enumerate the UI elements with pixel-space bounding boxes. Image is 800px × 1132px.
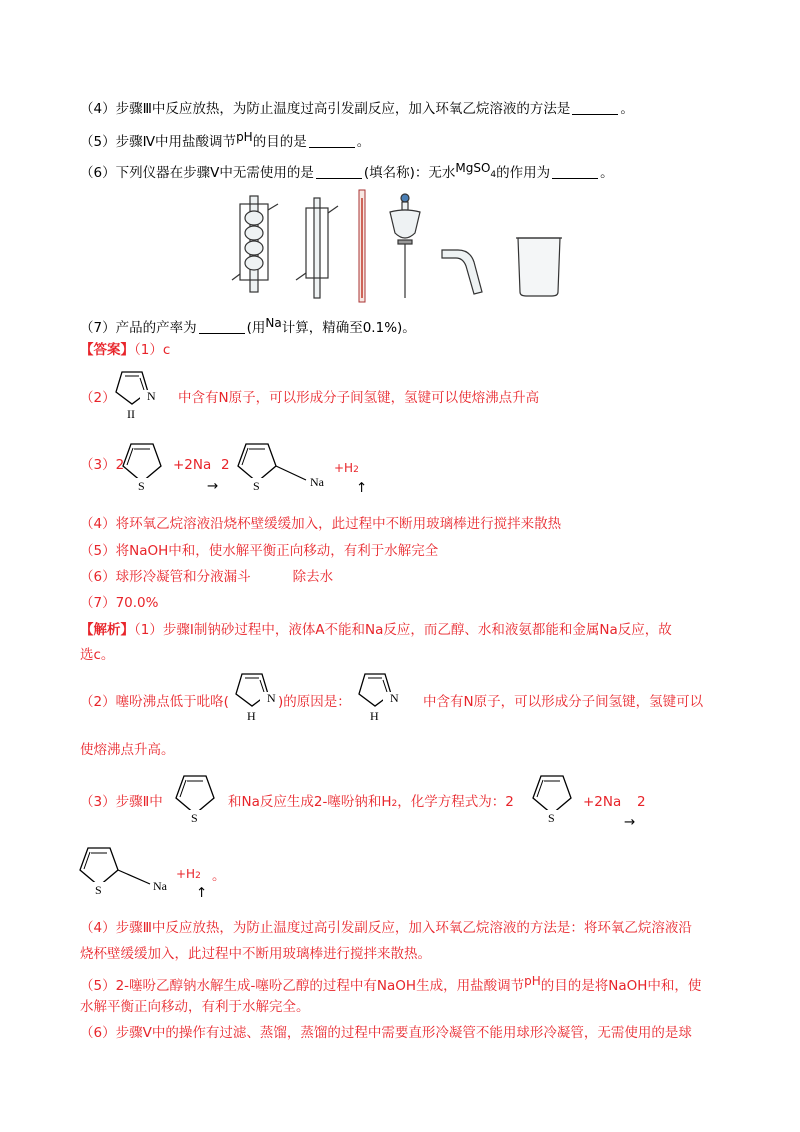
analysis-5b: 的目的是将NaOH中和，使	[540, 978, 702, 994]
q7-text: （7）产品的产率为	[80, 320, 197, 336]
answer-7: （7）70.0%	[80, 595, 159, 611]
analysis-3-uparrow: ↑	[196, 885, 208, 901]
q6-text: （6）下列仪器在步骤Ⅴ中无需使用的是	[80, 165, 314, 181]
thiophene-structure-icon	[113, 438, 173, 494]
thienyl-sodium-structure-icon-2	[70, 842, 190, 898]
analysis-2d: 使熔沸点升高。	[80, 742, 175, 758]
beaker-icon	[516, 238, 562, 296]
pyrrole-structure-icon	[102, 366, 158, 422]
q5-text: （5）步骤Ⅳ中用盐酸调节	[80, 134, 237, 150]
analysis-3-hsub: 2	[195, 871, 201, 881]
answer-6	[80, 567, 333, 587]
separatory-funnel-icon	[390, 194, 420, 298]
question-5	[80, 127, 370, 152]
q7-blank	[199, 319, 245, 334]
thienyl-s: S	[253, 479, 260, 493]
answer-5: （5）将NaOH中和，使水解平衡正向移动，有利于水解完全	[80, 543, 439, 559]
thermometer-icon	[359, 190, 365, 302]
q7-suffix: 计算，精确至0.1%)。	[281, 320, 416, 336]
answer-1-text: （1）c	[134, 342, 171, 358]
q4-blank	[572, 100, 618, 115]
q5-end: 。	[356, 134, 371, 150]
q6-mid: (填名称)：无水	[363, 165, 456, 181]
thienyl-2-s: S	[95, 883, 102, 897]
answer-3-h: +H	[334, 461, 354, 475]
answer-3-uparrow: ↑	[356, 480, 368, 496]
q6-blank-2	[552, 164, 598, 179]
analysis-3-arrow: →	[624, 814, 636, 830]
q5-ph: pH	[236, 130, 253, 144]
q7-mid: (用	[246, 320, 266, 336]
q6-suffix: 的作用为	[496, 165, 551, 181]
pyrrole-h: II	[127, 407, 135, 421]
answer-3-arrow: →	[207, 478, 219, 494]
thiophene-structure-icon-2	[166, 768, 226, 828]
straight-condenser-icon	[296, 198, 338, 298]
analysis-1a-text: （1）步骤Ⅰ制钠砂过程中，液体A不能和Na反应，而乙醇、水和液氨都能和金属Na反应，故	[134, 622, 672, 638]
analysis-2c: 中含有N原子，可以形成分子间氢键，氢键可以	[423, 694, 704, 710]
answer-3-h2sub: 2	[353, 465, 359, 475]
q5-blank	[309, 133, 355, 148]
answer-3-plus: +2Na	[173, 457, 212, 473]
analysis-3a: （3）步骤Ⅱ中	[80, 794, 163, 810]
analysis-5-ph: pH	[524, 974, 541, 988]
analysis-1b: 选c。	[80, 647, 115, 663]
analysis-6a: （6）步骤Ⅴ中的操作有过滤、蒸馏，蒸馏的过程中需要直形冷凝管不能用球形冷凝管，无需使用的是球	[80, 1025, 692, 1041]
thienyl-sodium-structure-icon	[228, 438, 338, 494]
pyrrole-2-n: N	[267, 691, 276, 705]
analysis-4a: （4）步骤Ⅲ中反应放热，为防止温度过高引发副反应，加入环氧乙烷溶液的方法是：将环氧乙烷溶液沿	[80, 920, 692, 936]
thienyl-na: Na	[310, 475, 324, 489]
answer-6-b: 除去水	[292, 569, 334, 585]
bent-tube-icon	[442, 250, 482, 294]
thiophene-s: S	[138, 479, 145, 493]
analysis-3-plus: +2Na	[583, 794, 622, 810]
answer-2-prefix: （2）	[80, 390, 116, 406]
answer-3-h2	[334, 458, 359, 480]
analysis-3c: ，化学方程式为：2	[397, 794, 514, 810]
analysis-3-h: +H	[176, 867, 196, 881]
analysis-1a	[80, 620, 672, 640]
thiophene-structure-icon-3	[523, 768, 583, 828]
q6-blank-1	[316, 164, 362, 179]
q4-suffix: 。	[620, 101, 634, 117]
answer-3-two: 2	[221, 457, 230, 473]
answer-4: （4）将环氧乙烷溶液沿烧杯壁缓缓加入，此过程中不断用玻璃棒进行搅拌来散热	[80, 516, 562, 532]
pyrrole-structure-icon-2	[222, 668, 278, 724]
bulb-condenser-icon	[232, 196, 278, 292]
thienyl-2-na: Na	[153, 879, 167, 893]
q7-na: Na	[265, 316, 282, 330]
question-7	[80, 313, 416, 338]
analysis-3b-sub: 2	[391, 799, 398, 809]
answer-2-text: 中含有N原子，可以形成分子间氢键，氢键可以使熔沸点升高	[178, 390, 540, 406]
pyrrole-structure-icon-3	[345, 668, 401, 724]
thiophene-2-s: S	[191, 811, 198, 825]
pyrrole-n: N	[147, 389, 156, 403]
analysis-5a	[80, 971, 701, 996]
analysis-label: 【解析】	[80, 622, 134, 638]
q6-mgso4: MgSO	[455, 161, 491, 175]
question-6	[80, 158, 614, 185]
analysis-2b: )的原因是：	[278, 694, 351, 710]
answer-1	[80, 340, 170, 360]
analysis-5a-text: （5）2-噻吩乙醇钠水解生成-噻吩乙醇的过程中有NaOH生成，用盐酸调节	[80, 978, 525, 994]
analysis-3b-text: 和Na反应生成2-噻吩钠和H	[228, 794, 392, 810]
pyrrole-3-n: N	[390, 691, 399, 705]
analysis-5c: 水解平衡正向移动，有利于水解完全。	[80, 999, 310, 1015]
analysis-4b: 烧杯壁缓缓加入，此过程中不断用玻璃棒进行搅拌来散热。	[80, 946, 431, 962]
analysis-3b	[228, 792, 514, 814]
q6-sub4: 4	[490, 170, 497, 180]
pyrrole-3-h: H	[370, 709, 379, 723]
analysis-2a: （2）噻吩沸点低于吡咯(	[80, 694, 229, 710]
answer-label: 【答案】	[80, 342, 134, 358]
pyrrole-2-h: H	[247, 709, 256, 723]
q5-suffix: 的目的是	[252, 134, 307, 150]
answer-3-prefix: （3）2	[80, 457, 125, 473]
analysis-3-two: 2	[637, 794, 646, 810]
analysis-3-end: 。	[212, 868, 226, 884]
question-4	[80, 99, 634, 119]
q4-text: （4）步骤Ⅲ中反应放热，为防止温度过高引发副反应，加入环氧乙烷溶液的方法是	[80, 101, 571, 117]
thiophene-3-s: S	[548, 811, 555, 825]
apparatus-figure	[230, 188, 570, 308]
q6-end: 。	[600, 165, 614, 181]
answer-6-text: （6）球形冷凝管和分液漏斗	[80, 569, 251, 585]
